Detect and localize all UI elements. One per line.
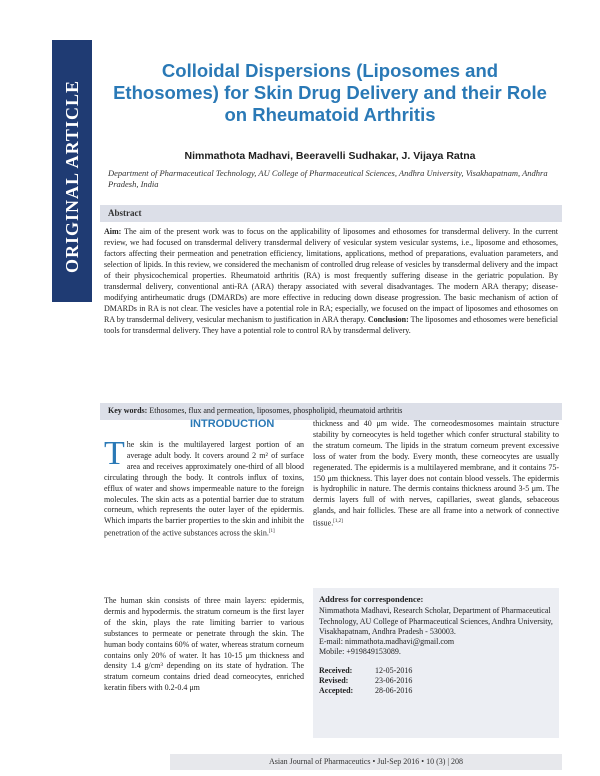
keywords-box xyxy=(100,403,562,420)
conclusion-text: The liposomes and ethosomes were beneficial tools for transdermal delivery. They have a potential role to control RA by transdermal delivery. xyxy=(104,315,559,335)
side-band xyxy=(0,0,80,776)
aim-text: The aim of the present work was to focus on the applicability of liposomes and ethosomes for transdermal delivery. In the current review, we had focused on transdermal delivery transdermal delivery of vesicular system vesicular systems, i.e., liposome and ethosomes, factors affecting their permeation and penetration efficiency, limitations, applications, method of preparations, evaluation parameters, and selection of lipids. In this review, we considered the mechanism of controlled drug release of vesicles by transdermal delivery and the impact of their physicochemical properties. Rheumatoid arthritis (RA) is most frequently suffering disease in the geriatric population. By transdermal delivery, conventional anti-RA (ARA) therapy associated with several disadvantages. The modern ARA therapy; disease-modifying antirheumatic drugs (DMARDs) are more effective in reducing down disease progression. The basic mechanism of action of DMARDs in RA is not clear. The vesicles have a potential role in RA; especially, we focused on the impact of liposomes and ethosomes on RA by transdermal delivery, vesicular mechanism to justification in ARA therapy. xyxy=(104,227,558,324)
intro-p3-text: thickness and 40 μm wide. The corneodesmosomes maintain structure stability by corneocytes is held together which confer structural stability to the stratum corneum. The lipids in the stratum corneum prevent excessive loss of water from the body. Every month, these corneocytes are usually regenerated. The epidermis is a multilayered membrane, and it contains 75-150 μm thickness. This layer does not contain blood vessels. The epidermis is hydrophilic in nature. The dermis contains thickness around 3-5 μm. The dermis layers full of with nerves, capillaries, sweat glands, sebaceous glands, and hair follicles. These are all frame into a network of connective tissue. xyxy=(313,419,559,528)
intro-p1-ref[interactable]: [1] xyxy=(268,529,275,535)
received-label: Received: xyxy=(319,665,353,675)
intro-paragraph-2: The human skin consists of three main layers: epidermis, dermis and hypodermis. the stratum corneum is the first layer of the skin, plays the rate limiting barrier to various substances to permeate or penetrate through the skin. The human body contains 60% of water, whereas stratum corneum contains only 20% of water. It has 10-15 μm thickness and density 1.4 g/cm³ depending on its state of hydration. The stratum corneum contains dried dead corneocytes, enriched keratin fibers with 0.2-0.4 μm xyxy=(104,596,304,693)
keywords-label: Key words: xyxy=(108,406,148,415)
introduction-heading: INTRODUCTION xyxy=(190,418,275,430)
intro-paragraph-1 xyxy=(104,435,304,540)
received-row xyxy=(319,666,553,676)
dates-block xyxy=(319,666,553,697)
accepted-row xyxy=(319,686,553,696)
drop-cap: T xyxy=(104,435,125,472)
conclusion-label: Conclusion: xyxy=(367,315,409,324)
journal-footer: Asian Journal of Pharmaceutics • Jul-Sep 2016 • 10 (3) | 208 xyxy=(170,754,562,770)
article-type-text: ORIGINAL ARTICLE xyxy=(61,79,82,273)
intro-p3-ref[interactable]: [1,2] xyxy=(333,519,343,525)
revised-label: Revised: xyxy=(319,676,349,686)
abstract-body xyxy=(104,226,558,336)
authors: Nimmathota Madhavi, Beeravelli Sudhakar, J. Vijaya Ratna xyxy=(184,150,476,162)
correspondence-address: Nimmathota Madhavi, Research Scholar, Department of Pharmaceutical Technology, AU College of Pharmaceutical Sciences, Andhra University, Visakhapatnam, Andhra Pradesh - 530003. xyxy=(319,606,553,636)
intro-p1-text: he skin is the multilayered largest portion of an average adult body. It covers around 2 m² of surface area and receives approximately one-third of all blood circulating through the body. It controls influx of toxins, efflux of water and shows impermeable nature to the foreign molecules. The skin acts as a potential barrier due to stratum corneum, which represents the outer layer of the epidermis. Which imparts the barrier properties to the skin and inhibit the penetration of the active substances across the skin. xyxy=(104,440,304,538)
correspondence-box xyxy=(313,588,559,738)
aim-label: Aim: xyxy=(104,227,122,236)
revised-date: 23-06-2016 xyxy=(375,676,413,686)
received-date: 12-05-2016 xyxy=(375,665,413,675)
intro-paragraph-3 xyxy=(313,419,559,530)
abstract-heading: Abstract xyxy=(100,205,562,222)
accepted-label: Accepted: xyxy=(319,686,354,696)
correspondence-heading: Address for correspondence: xyxy=(319,594,424,604)
keywords-text: Ethosomes, flux and permeation, liposomes, phospholipid, rheumatoid arthritis xyxy=(147,406,403,415)
affiliation: Department of Pharmaceutical Technology, AU College of Pharmaceutical Sciences, Andhra University, Visakhapatnam, Andhra Pradesh, India xyxy=(108,168,548,189)
correspondence-email[interactable]: E-mail: nimmathota.madhavi@gmail.com xyxy=(319,637,455,647)
correspondence-mobile: Mobile: +919849153089. xyxy=(319,647,401,657)
revised-row xyxy=(319,676,553,686)
article-type-label xyxy=(54,66,90,286)
accepted-date: 28-06-2016 xyxy=(375,686,413,696)
article-title: Colloidal Dispersions (Liposomes and Ethosomes) for Skin Drug Delivery and their Role on Rheumatoid Arthritis xyxy=(113,60,547,125)
